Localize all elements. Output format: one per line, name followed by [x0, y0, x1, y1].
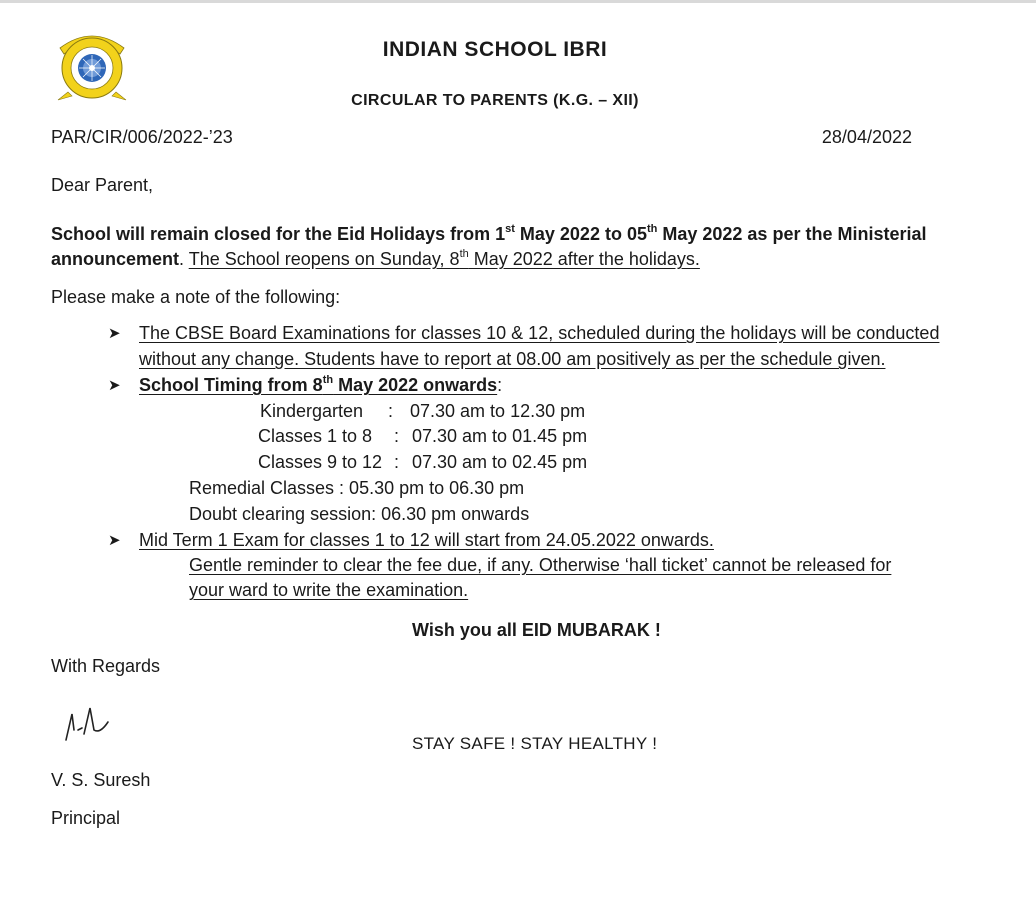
timing-sep: : [394, 426, 400, 446]
closure-line-1 [51, 224, 926, 245]
timing-heading-b: May 2022 onwards [333, 375, 498, 395]
timing-value: 07.30 am to 02.45 pm [412, 452, 588, 472]
bullet-1-line-1: The CBSE Board Examinations for classes 10 & 12, scheduled during the holidays will be conducted [139, 323, 940, 343]
reopen-text-a: The School reopens on Sunday, 8 [188, 249, 460, 269]
eid-wish: Wish you all EID MUBARAK ! [412, 620, 661, 640]
reopen-text-b: May 2022 after the holidays. [468, 249, 700, 269]
closure-text-1: School will remain closed for the Eid Holidays from 1 [51, 224, 506, 244]
announcement-word: announcement [51, 249, 180, 269]
salutation: Dear Parent, [51, 175, 154, 195]
reopen-notice [189, 249, 700, 269]
stay-safe-message: STAY SAFE ! STAY HEALTHY ! [412, 734, 658, 753]
timing-value: 07.30 am to 12.30 pm [410, 401, 586, 421]
school-name: INDIAN SCHOOL IBRI [382, 38, 608, 61]
bullet-1-line-2: without any change. Students have to report at 08.00 am positively as per the schedule given. [139, 349, 886, 369]
principal-designation: Principal [51, 808, 121, 828]
bullet-3-line-1: Mid Term 1 Exam for classes 1 to 12 will start from 24.05.2022 onwards. [139, 530, 714, 550]
timing-value: 07.30 am to 01.45 pm [412, 426, 588, 446]
arrowhead-bullet-icon: ➤ [108, 325, 121, 342]
bullet-3-line-2: Gentle reminder to clear the fee due, if any. Otherwise ‘hall ticket’ cannot be released for [189, 555, 892, 575]
principal-name: V. S. Suresh [51, 770, 151, 790]
timing-row-classes-1-8 [258, 426, 587, 447]
note-intro: Please make a note of the following: [51, 287, 341, 307]
closure-sup-2: th [646, 223, 658, 235]
timing-heading-a: School Timing from 8 [139, 375, 323, 395]
signature-mark [60, 700, 120, 744]
bullet-2-heading [139, 375, 502, 396]
closure-line-2 [51, 249, 700, 270]
closure-text-3: May 2022 as per the Ministerial [657, 224, 927, 244]
reopen-sup: th [459, 248, 469, 260]
doubt-clearing-session: Doubt clearing session: 06.30 pm onwards [189, 504, 530, 524]
timing-row-classes-9-12 [258, 452, 587, 473]
timing-heading-colon: : [497, 375, 503, 395]
arrowhead-bullet-icon: ➤ [108, 532, 121, 549]
reference-number: PAR/CIR/006/2022-’23 [51, 127, 233, 147]
arrowhead-bullet-icon: ➤ [108, 377, 121, 394]
timing-sep: : [388, 401, 394, 421]
timing-label: Classes 9 to 12 [258, 452, 383, 472]
school-emblem-icon [50, 22, 134, 102]
timing-label: Kindergarten [260, 401, 364, 421]
announcement-dot: . [179, 249, 189, 269]
timing-heading [139, 375, 497, 395]
closure-text-2: May 2022 to 05 [514, 224, 647, 244]
timing-row-kindergarten [260, 401, 585, 422]
timing-label: Classes 1 to 8 [258, 426, 373, 446]
closure-sup-1: st [505, 223, 515, 235]
timing-heading-sup: th [322, 374, 334, 386]
top-border [0, 0, 1036, 3]
remedial-classes: Remedial Classes : 05.30 pm to 06.30 pm [189, 478, 525, 498]
regards: With Regards [51, 656, 161, 676]
bullet-3-line-3: your ward to write the examination. [189, 580, 469, 600]
circular-title: CIRCULAR TO PARENTS (K.G. – XII) [351, 92, 639, 109]
circular-date: 28/04/2022 [821, 127, 912, 147]
timing-sep: : [394, 452, 400, 472]
